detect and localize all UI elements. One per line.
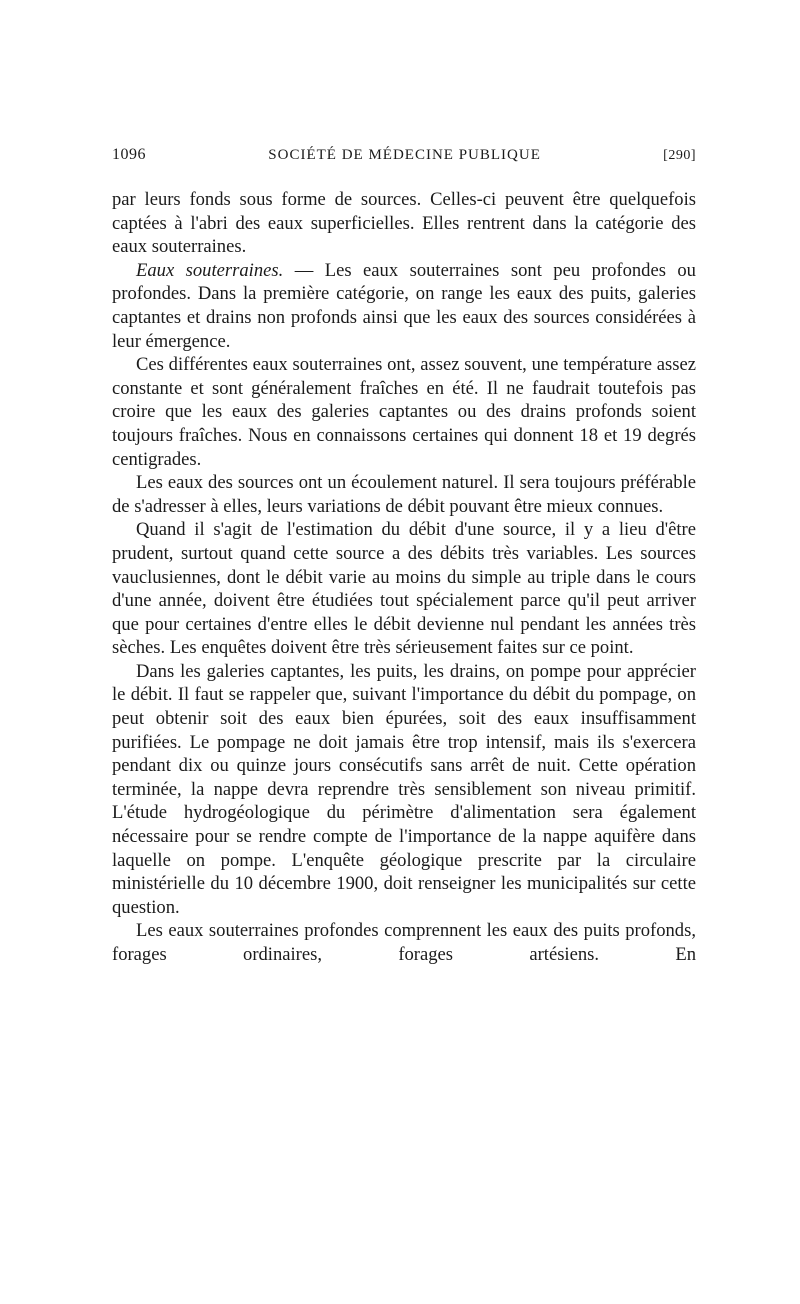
paragraph-text: — Les eaux souterraines sont peu profondes ou profondes. Dans la première catégorie, on range les eaux des puits, galeries captantes et drains non profonds ainsi que les eaux des sources considérées à leur émergence. [112,259,696,352]
page-number: 1096 [112,146,146,163]
body-text [112,188,696,967]
paragraph-text: par leurs fonds sous forme de sources. Celles-ci peuvent être quelquefois captées à l'abri des eaux superficielles. Elles rentrent dans la catégorie des eaux souterraines. [112,189,696,258]
running-title: SOCIÉTÉ DE MÉDECINE PUBLIQUE [268,147,541,163]
paragraph-text: Les eaux souterraines profondes comprennent les eaux des puits profonds, forages ordinaires, forages artésiens. En [112,920,696,965]
bracket-page-number: [290] [663,148,696,163]
paragraph-text: Dans les galeries captantes, les puits, les drains, on pompe pour apprécier le débit. Il faut se rappeler que, suivant l'importance du débit du pompage, on peut obtenir soit des eaux bien épurées, soit des eaux insuffisamment purifiées. Le pompage ne doit jamais être trop intensif, mais ils s'exercera pendant dix ou quinze jours consécutifs sans arrêt de nuit. Cette opération terminée, la nappe devra reprendre très sensiblement son niveau primitif. L'étude hydrogéologique du périmètre d'alimentation sera également nécessaire pour se rendre compte de l'importance de la nappe aquifère dans laquelle on pompe. L'enquête géologique prescrite par la circulaire ministérielle du 10 décembre 1900, doit renseigner les municipalités sur cette question. [112,660,696,918]
paragraph-sources [112,471,696,518]
paragraph-pompage [112,660,696,920]
paragraph-text: Les eaux des sources ont un écoulement naturel. Il sera toujours préférable de s'adresser à elles, leurs variations de débit pouvant être mieux connues. [112,472,696,517]
paragraph-eaux-profondes [112,919,696,966]
book-page [112,146,696,967]
paragraph-text: Quand il s'agit de l'estimation du débit d'une source, il y a lieu d'être prudent, surtout quand cette source a des débits très variables. Les sources vauclusiennes, dont le débit varie au moins du simple au triple dans le cours d'une année, doivent être étudiées tout spécialement parce qu'il peut arriver que pour certaines d'entre elles le débit devienne nul pendant les années très sèches. Les enquêtes doivent être très sérieusement faites sur ce point. [112,519,696,659]
paragraph-eaux-souterraines [112,259,696,353]
paragraph-temperature [112,353,696,471]
paragraph-debit-source [112,518,696,660]
running-header [112,146,696,170]
paragraph-continuation [112,188,696,259]
paragraph-text: Ces différentes eaux souterraines ont, assez souvent, une température assez constante et sont généralement fraîches en été. Il ne faudrait toutefois pas croire que les eaux des galeries captantes ou des drains profonds soient toujours fraîches. Nous en connaissons certaines qui donnent 18 et 19 degrés centigrades. [112,354,696,470]
section-heading: Eaux souterraines. [136,259,284,281]
